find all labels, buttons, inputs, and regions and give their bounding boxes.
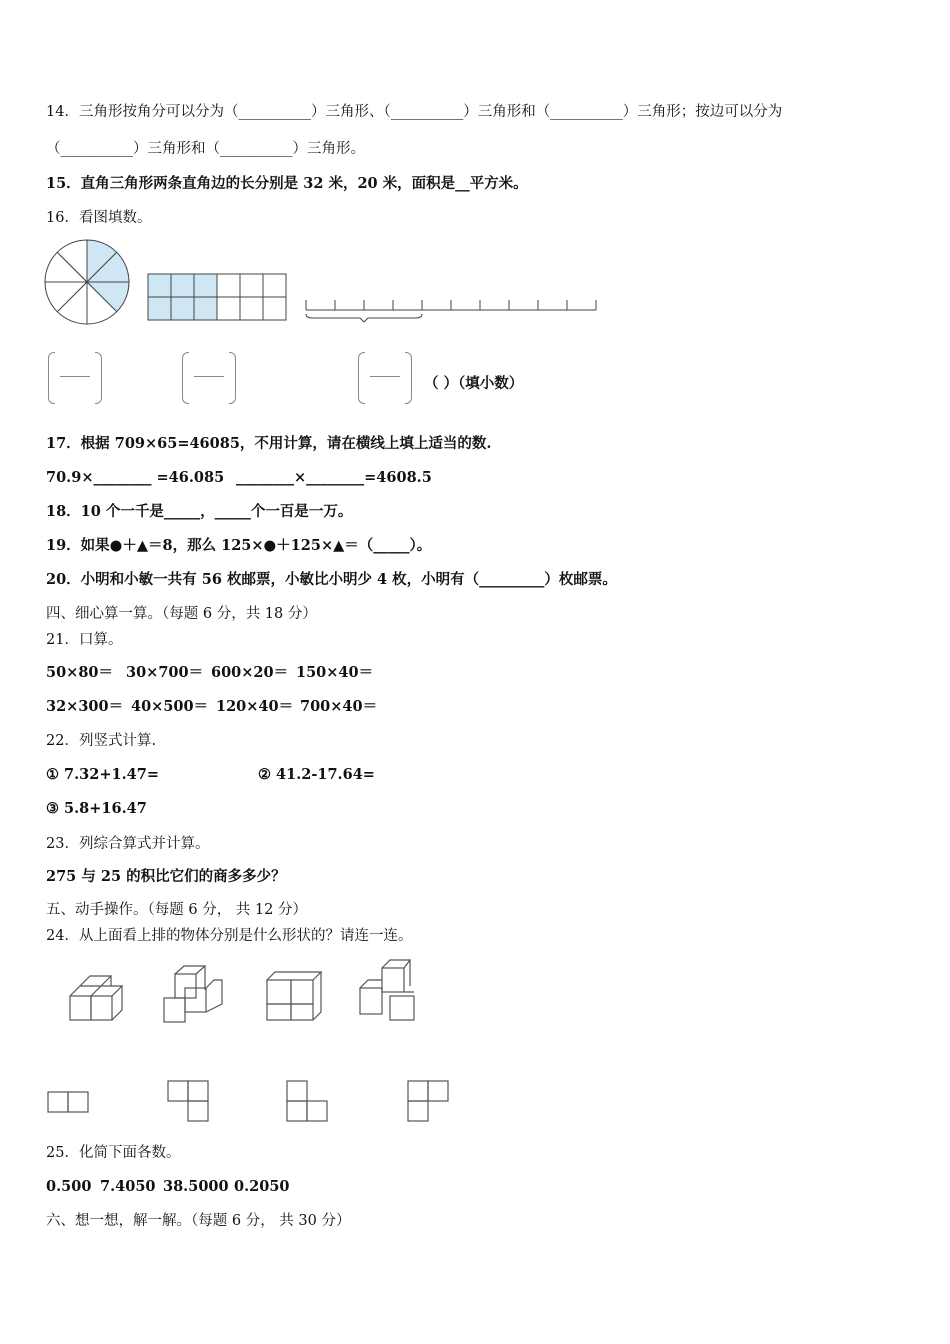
grid-cell xyxy=(171,274,194,297)
q22-part-c: ③ 5.8+16.47 xyxy=(46,800,147,817)
grid-cell xyxy=(240,274,263,297)
q21-title: 21．口算。 xyxy=(46,632,123,648)
top-view-shape-3 xyxy=(286,1080,336,1125)
cube-figure-1 xyxy=(68,972,128,1032)
grid-cell xyxy=(263,297,286,320)
q22-part-b: ② 41.2-17.64= xyxy=(258,766,375,783)
q23-question: 275 与 25 的积比它们的商多多少？ xyxy=(46,868,286,885)
q14-line2: （__________）三角形和（__________）三角形。 xyxy=(46,141,365,157)
q24-text: 24．从上面看上排的物体分别是什么形状的？请连一连。 xyxy=(46,928,413,944)
q21-r1-4: 150×40＝ xyxy=(296,664,374,681)
top-view-shape-4 xyxy=(407,1080,457,1125)
q17-part-b: ________×________=4608.5 xyxy=(236,469,432,486)
grid-cell xyxy=(263,274,286,297)
q20-text: 20．小明和小敏一共有 56 枚邮票，小敏比小明少 4 枚，小明有（_________）枚邮票。 xyxy=(46,571,617,588)
q21-r2-3: 120×40＝ xyxy=(216,698,294,715)
section4-heading: 四、细心算一算。（每题 6 分，共 18 分） xyxy=(46,606,317,622)
cube-figure-4 xyxy=(358,958,428,1028)
cube-figure-3 xyxy=(265,968,325,1028)
q25-item-4: 0.2050 xyxy=(234,1178,290,1195)
grid-cell xyxy=(194,274,217,297)
fraction-answer-box-3[interactable] xyxy=(358,352,412,402)
numberline-brace xyxy=(306,314,422,322)
q25-item-1: 0.500 xyxy=(46,1178,92,1195)
grid-cell xyxy=(148,274,171,297)
cube-figure-2 xyxy=(162,964,227,1029)
q19-text: 19．如果●＋▲＝8，那么 125×●＋125×▲＝（_____）。 xyxy=(46,537,432,554)
q17-title: 17．根据 709×65=46085，不用计算，请在横线上填上适当的数. xyxy=(46,435,492,452)
q21-r2-4: 700×40＝ xyxy=(300,698,378,715)
grid-cell xyxy=(217,297,240,320)
grid-cell xyxy=(171,297,194,320)
section6-heading: 六、想一想，解一解。（每题 6 分， 共 30 分） xyxy=(46,1213,351,1229)
fraction-grid-figure xyxy=(147,273,287,323)
grid-cell xyxy=(240,297,263,320)
q25-item-2: 7.4050 xyxy=(100,1178,156,1195)
q18-text: 18．10 个一千是_____，_____个一百是一万。 xyxy=(46,503,353,520)
q21-r1-3: 600×20＝ xyxy=(211,664,289,681)
grid-cell xyxy=(217,274,240,297)
q22-part-a: ① 7.32+1.47= xyxy=(46,766,159,783)
q21-r1-2: 30×700＝ xyxy=(126,664,204,681)
grid-cell xyxy=(194,297,217,320)
decimal-prompt: （ ）（填小数） xyxy=(424,375,524,392)
number-line-figure xyxy=(304,296,604,326)
fraction-answer-box-2[interactable] xyxy=(182,352,236,402)
q21-r1-1: 50×80＝ xyxy=(46,664,114,681)
q23-title: 23．列综合算式并计算。 xyxy=(46,836,210,852)
q21-r2-1: 32×300＝ xyxy=(46,698,124,715)
grid-cell xyxy=(148,297,171,320)
fraction-circle-figure xyxy=(43,238,133,328)
fraction-answer-box-1[interactable] xyxy=(48,352,102,402)
q25-item-3: 38.5000 xyxy=(163,1178,229,1195)
top-view-shape-1 xyxy=(47,1090,97,1120)
section5-heading: 五、动手操作。（每题 6 分， 共 12 分） xyxy=(46,902,307,918)
q17-part-a: 70.9×________ =46.085 xyxy=(46,469,225,486)
q14-line1: 14．三角形按角分可以分为（__________）三角形、（__________）三角形和（__________）三角形；按边可以分为 xyxy=(46,104,783,120)
q15-text: 15．直角三角形两条直角边的长分别是 32 米，20 米，面积是__平方米。 xyxy=(46,175,528,192)
top-view-shape-2 xyxy=(167,1080,217,1125)
q22-title: 22．列竖式计算. xyxy=(46,733,157,749)
q21-r2-2: 40×500＝ xyxy=(131,698,209,715)
q16-title: 16．看图填数。 xyxy=(46,210,152,226)
q25-title: 25．化简下面各数。 xyxy=(46,1145,181,1161)
